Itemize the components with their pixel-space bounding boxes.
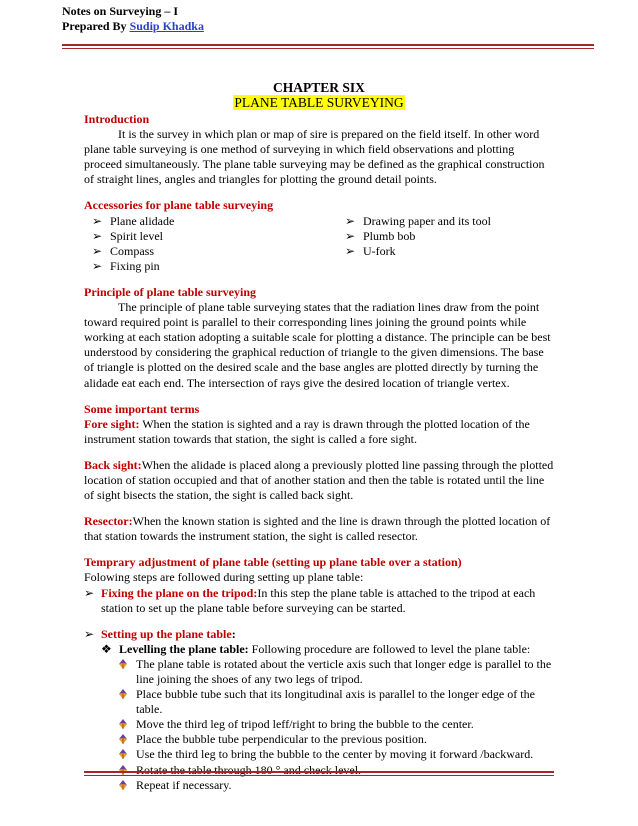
- header-rule-thin: [62, 48, 594, 49]
- page-header: [62, 4, 204, 34]
- footer-rule: [84, 771, 554, 773]
- accessories-left-column: [84, 214, 345, 274]
- diamond-bullet-icon: ❖: [101, 641, 112, 656]
- chapter-title: CHAPTER SIX: [273, 80, 365, 95]
- document-body: [84, 112, 554, 793]
- pushpin-bullet-icon: [118, 780, 128, 790]
- chapter-subtitle: PLANE TABLE SURVEYING: [234, 95, 404, 110]
- pushpin-bullet-icon: [118, 734, 128, 744]
- arrow-bullet-icon: ➢: [92, 228, 103, 243]
- introduction-heading: Introduction: [84, 112, 150, 126]
- list-item: ➢ Compass: [92, 243, 155, 258]
- levelling-substep: ❖ Levelling the plane table: Following procedure are followed to level the plane table:: [101, 641, 531, 656]
- header-line-2: [62, 19, 204, 34]
- header-prefix: Prepared By: [62, 19, 130, 33]
- terms-heading: Some important terms: [84, 401, 200, 416]
- pushpin-bullet-icon: [118, 689, 128, 699]
- setting-label: Setting up the plane table: [101, 626, 232, 641]
- list-item: Place the bubble tube perpendicular to the previous position.: [118, 732, 554, 747]
- adjustment-heading: Temprary adjustment of plane table (setting up plane table over a station): [84, 555, 462, 570]
- arrow-bullet-icon: ➢: [345, 228, 356, 243]
- chapter-subtitle-wrap: [0, 95, 638, 111]
- pushpin-bullet-icon: [118, 749, 128, 759]
- introduction-text: It is the survey in which plan or map of sire is prepared on the field itself. In other word plane table surveying is one method of surveying in which field observations and plotting proceed simultaneously. The plane table surveying may be defined as the graphical construction of straight lines, angles and triangles for plotting the ground detail points.: [84, 127, 545, 187]
- footer-rule-thin: [84, 775, 554, 776]
- list-item: Move the third leg of tripod leff/right to bring the bubble to the center.: [118, 717, 554, 732]
- arrow-bullet-icon: ➢: [84, 626, 95, 641]
- arrow-bullet-icon: ➢: [92, 258, 103, 273]
- arrow-bullet-icon: ➢: [345, 213, 356, 228]
- pushpin-bullet-icon: [118, 765, 128, 775]
- accessories-heading: Accessories for plane table surveying: [84, 198, 274, 213]
- resector-definition: Resector:When the known station is sighted and the line is drawn through the plotted location of that station towards the instrument station, the sight is called resector.: [84, 514, 551, 544]
- levelling-label: Levelling the plane table:: [119, 641, 249, 656]
- fixing-label: Fixing the plane on the tripod:: [101, 585, 258, 600]
- fixing-step: ➢ Fixing the plane on the tripod:In this step the plane table is attached to the tripod at each station to set up the plane table before surveying can be started.: [84, 585, 536, 615]
- pushpin-bullet-icon: [118, 719, 128, 729]
- resector-label: Resector:: [84, 514, 133, 529]
- list-item: ➢ Plumb bob: [345, 228, 416, 243]
- list-item: Place bubble tube such that its longitudinal axis is parallel to the longer edge of the table.: [118, 687, 554, 717]
- accessories-list: [84, 214, 554, 274]
- pushpin-bullet-icon: [118, 659, 128, 669]
- list-item: ➢ Spirit level: [92, 228, 163, 243]
- back-sight-definition: Back sight:When the alidade is placed along a previously plotted line passing through the plotted location of station occupied and that of another station and then the table is rotated until the line of sight bisects the station, the sight is called back sight.: [84, 457, 554, 503]
- list-item: The plane table is rotated about the verticle axis such that longer edge is parallel to the line joining the shoes of any two legs of tripod.: [118, 657, 554, 687]
- arrow-bullet-icon: ➢: [92, 213, 103, 228]
- arrow-bullet-icon: ➢: [345, 243, 356, 258]
- accessories-right-column: [345, 214, 491, 274]
- back-sight-label: Back sight:: [84, 457, 142, 472]
- list-item: Use the third leg to bring the bubble to the center by moving it forward /backward.: [118, 747, 554, 762]
- header-line-1: Notes on Surveying – I: [62, 4, 179, 18]
- arrow-bullet-icon: ➢: [84, 585, 95, 600]
- list-item: ➢ Fixing pin: [92, 258, 160, 273]
- list-item: ➢ Drawing paper and its tool: [345, 213, 491, 228]
- list-item: ➢ U-fork: [345, 243, 396, 258]
- list-item: ➢ Plane alidade: [92, 213, 175, 228]
- list-item: Repeat if necessary.: [118, 778, 554, 793]
- arrow-bullet-icon: ➢: [92, 243, 103, 258]
- author-link[interactable]: Sudip Khadka: [129, 19, 204, 33]
- header-rule: [62, 44, 594, 46]
- adjustment-intro: Folowing steps are followed during setting up plane table:: [84, 570, 364, 585]
- fore-sight-definition: Fore sight: When the station is sighted and a ray is drawn through the plotted location of the instrument station towards that station, the sight is called a fore sight.: [84, 416, 530, 446]
- principle-text: The principle of plane table surveying states that the radiation lines draw from the point toward required point is parallel to their corresponding lines joining the ground points while working at each station adopting a suitable scale for plotting a distance. The principle can be best understood by considering the graphical reduction of triangle to the given dimensions. The base of triangle is plotted on the desired scale and the base angles are plotted directly by turning the alidade eat each end. The intersection of rays give the desired location of triangle vertex.: [84, 300, 551, 390]
- principle-heading: Principle of plane table surveying: [84, 284, 256, 299]
- list-item: Rotate the table through 180 ° and check level.: [118, 763, 554, 778]
- fore-sight-label: Fore sight:: [84, 416, 140, 431]
- setting-step: ➢ Setting up the plane table:: [84, 626, 236, 641]
